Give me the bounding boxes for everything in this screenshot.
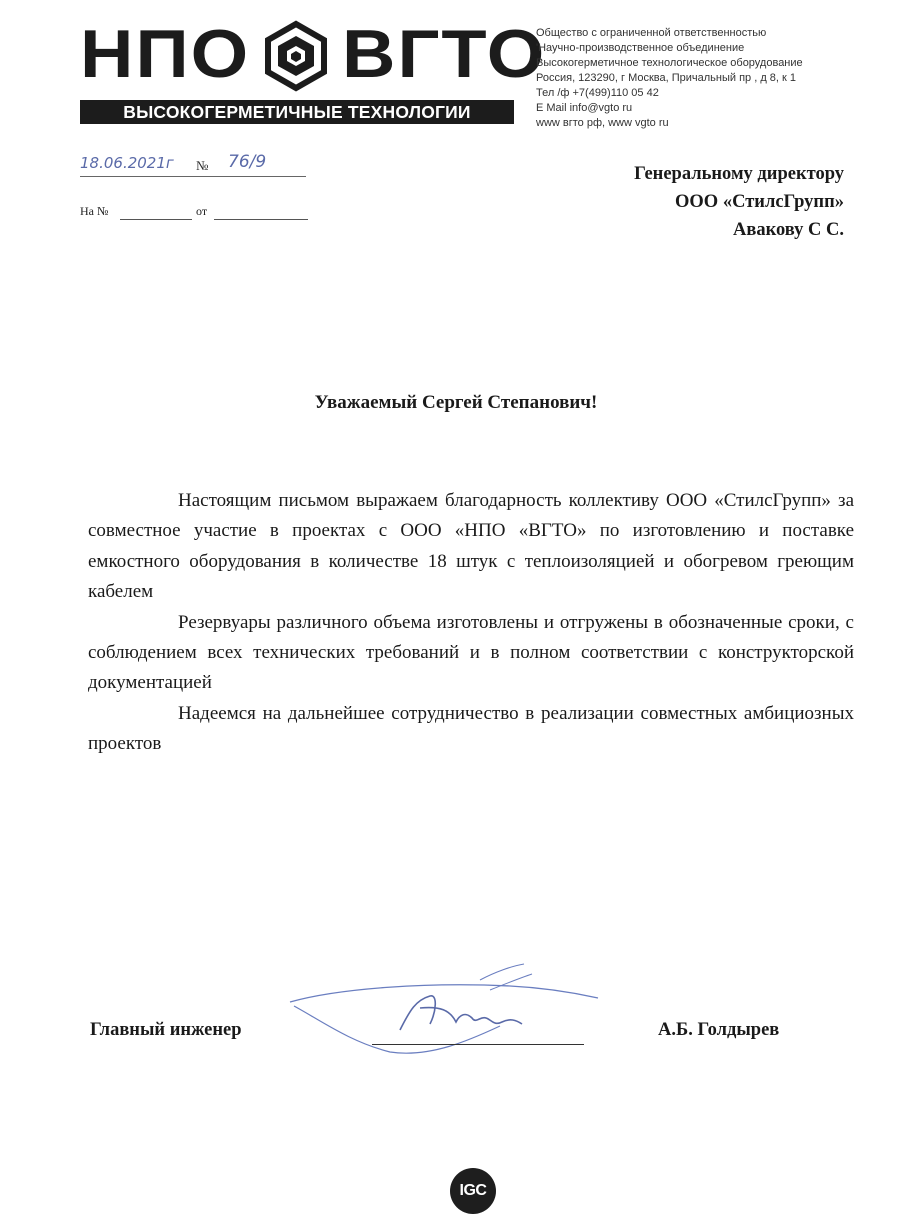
addressee-line: ООО «СтилсГрупп» [675, 192, 844, 212]
handwritten-number: 76/9 [228, 152, 267, 172]
company-logo [80, 15, 547, 92]
logo-text-npo: НПО [80, 15, 251, 92]
signatory-name: А.Б. Голдырев [658, 1020, 780, 1040]
logo-text-vgto: ВГТО [342, 15, 547, 92]
incoming-date-blank [214, 219, 308, 220]
igc-badge-logo: IGC [450, 1168, 496, 1214]
hexagon-emblem-icon [260, 20, 332, 92]
greeting: Уважаемый Сергей Степанович! [314, 392, 598, 413]
company-info-line: Тел /ф +7(499)110 05 42 [536, 87, 659, 99]
company-info-line: www вгто рф, www vgto ru [536, 117, 669, 129]
addressee-block [634, 160, 844, 244]
incoming-reference [80, 204, 308, 220]
handwritten-signature [280, 960, 610, 1060]
signature-area [0, 960, 912, 1070]
company-info-line: 'Научно-производственное объединение [536, 42, 745, 54]
company-info-line: Россия, 123290, г Москва, Причальный пр , д 8, к 1 [536, 72, 797, 84]
body-paragraph: Резервуары различного объема изготовлены и отгружены в обозначенные сроки, с соблюдением всех технических требований и в полном соответствии с конструкторской документацией [88, 611, 854, 694]
body-paragraph: Настоящим письмом выражаем благодарность коллективу ООО «СтилсГрупп» за совместное участие в проектах с ООО «НПО «ВГТО» по изготовлению и поставке емкостного оборудования в количестве 18 штук с теплоизоляцией и обогревом греющим кабелем [88, 490, 854, 603]
company-info-line: Общество с ограниченной ответственностью [536, 27, 767, 39]
company-info [536, 26, 896, 131]
handwritten-date: 18.06.2021г [80, 154, 174, 172]
body-paragraph: Надеемся на дальнейшее сотрудничество в реализации совместных амбициозных проектов [88, 702, 854, 755]
addressee-line: Авакову С С. [732, 220, 844, 240]
number-label: № [196, 158, 209, 173]
letter-body [88, 486, 854, 760]
logo-tagline: ВЫСОКОГЕРМЕТИЧНЫЕ ТЕХНОЛОГИИ [80, 100, 514, 124]
signatory-title: Главный инженер [90, 1020, 242, 1040]
company-info-line: E Mail info@vgto ru [536, 102, 633, 114]
incoming-number-blank [120, 219, 192, 220]
signature-line [372, 1044, 584, 1045]
company-info-line: Высокогерметичное технологическое оборудование [536, 57, 803, 69]
outgoing-reference [80, 152, 306, 177]
addressee-line: Генеральному директору [634, 164, 844, 184]
incoming-from-label: от [196, 204, 208, 218]
incoming-number-label: На № [80, 204, 109, 218]
